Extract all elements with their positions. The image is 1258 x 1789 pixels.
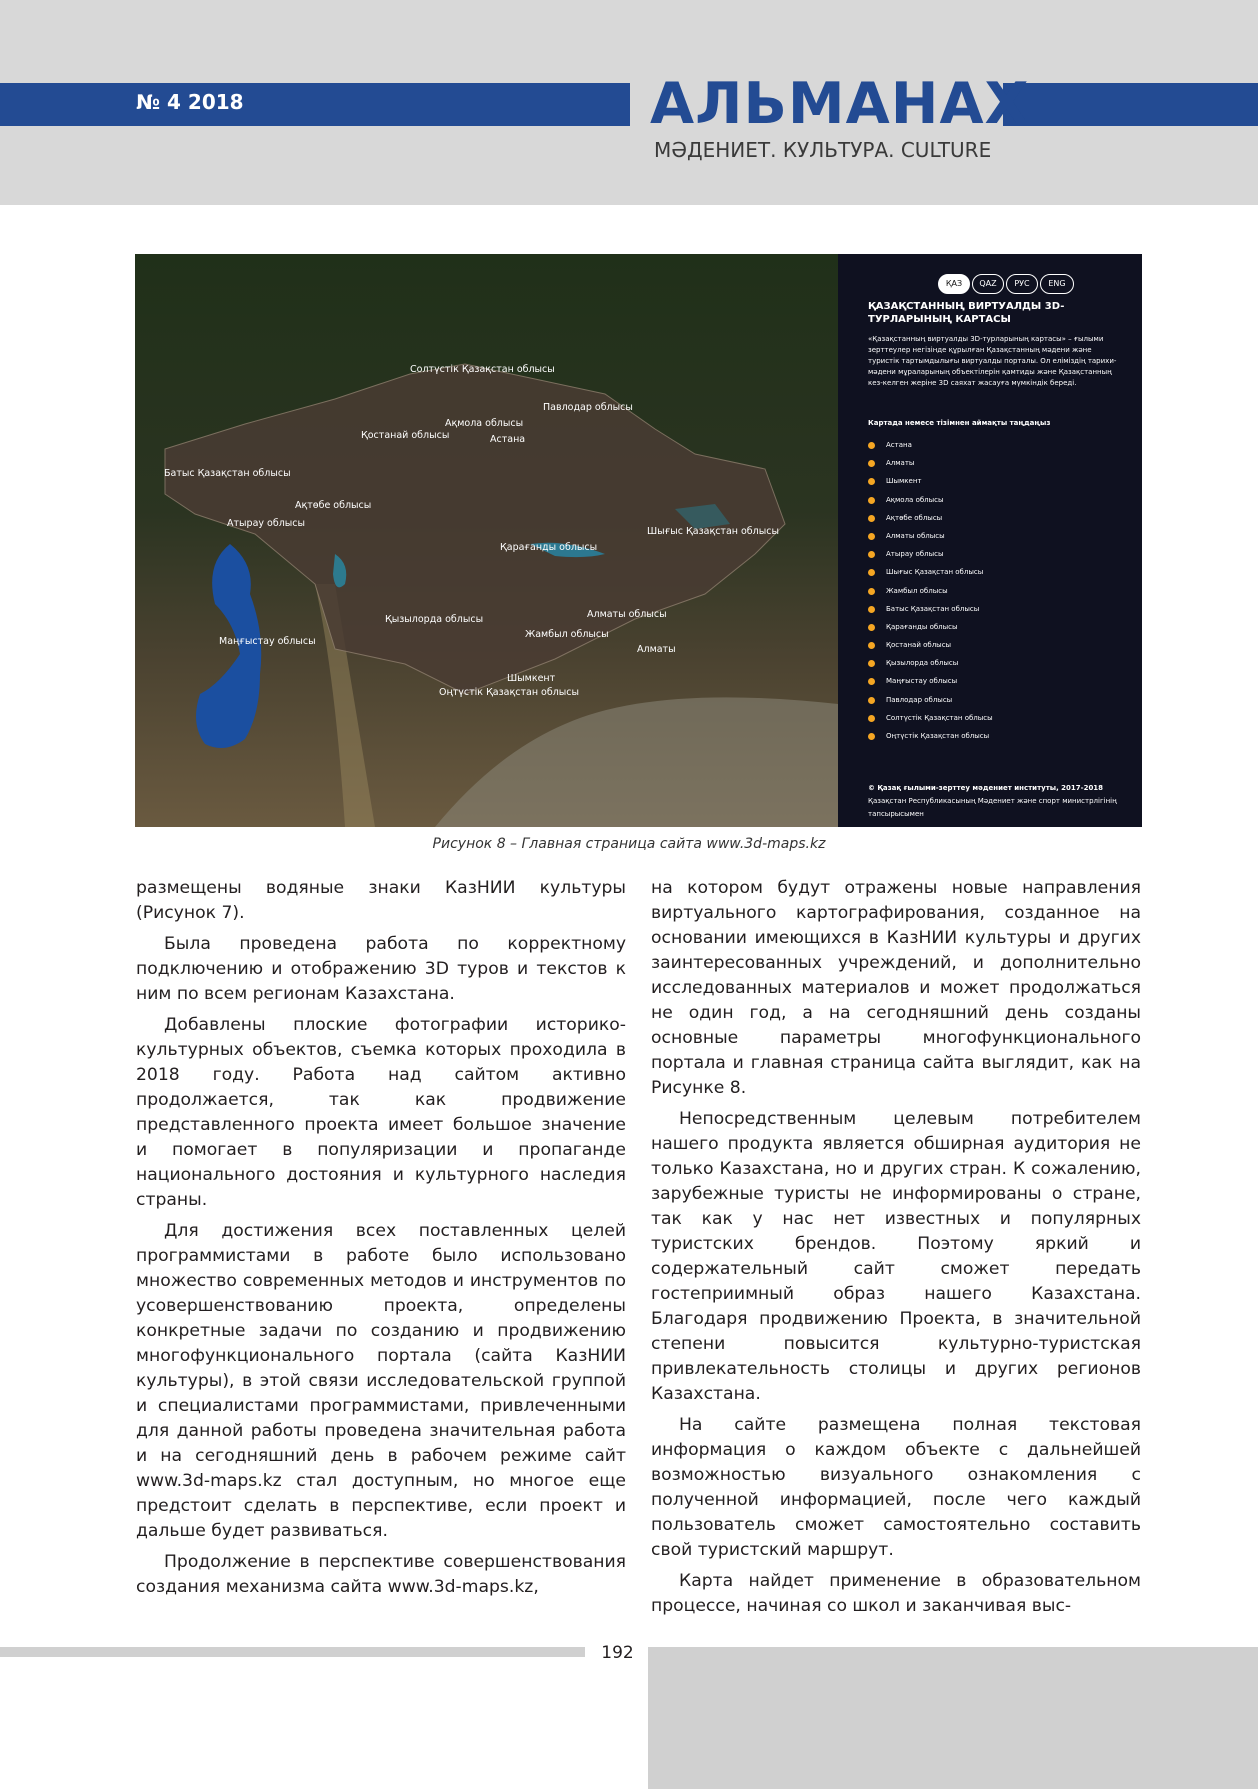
bullet-icon <box>868 715 875 722</box>
paragraph: Продолжение в перспективе совершенствования создания механизма сайта www.3d-maps.kz, <box>136 1552 626 1597</box>
panel-copyright: © Қазақ ғылыми-зерттеу мәдениет институты, 2017-2018 <box>868 784 1104 792</box>
panel-ministry: Қазақстан Республикасының Мәдениет және спорт министрлігінің тапсырысымен <box>868 797 1117 818</box>
panel-footer <box>868 782 1128 821</box>
magazine-title: АЛЬМАНАХ <box>650 71 1030 137</box>
map-label[interactable]: Алматы облысы <box>587 609 667 620</box>
region-item[interactable]: Астана <box>868 440 993 458</box>
map-label[interactable]: Қостанай облысы <box>361 430 450 441</box>
region-item[interactable]: Қызылорда облысы <box>868 658 993 676</box>
header-band-right <box>1003 83 1258 126</box>
region-item[interactable]: Батыс Қазақстан облысы <box>868 604 993 622</box>
bullet-icon <box>868 588 875 595</box>
paragraph: Карта найдет применение в образовательном процессе, начиная со школ и заканчивая выс- <box>651 1571 1141 1616</box>
region-item[interactable]: Ақмола облысы <box>868 495 993 513</box>
region-list <box>868 440 993 749</box>
bullet-icon <box>868 660 875 667</box>
bullet-icon <box>868 551 875 558</box>
map-label[interactable]: Шымкент <box>507 673 556 684</box>
kazakhstan-map <box>135 254 838 827</box>
region-item[interactable]: Атырау облысы <box>868 549 993 567</box>
bullet-icon <box>868 733 875 740</box>
page-number: 192 <box>601 1643 634 1663</box>
region-item[interactable]: Жамбыл облысы <box>868 586 993 604</box>
map-label[interactable]: Шығыс Қазақстан облысы <box>647 526 779 537</box>
region-item[interactable]: Алматы <box>868 458 993 476</box>
region-item[interactable]: Солтүстік Қазақстан облысы <box>868 713 993 731</box>
region-item[interactable]: Шымкент <box>868 476 993 494</box>
paragraph: размещены водяные знаки КазНИИ культуры (Рисунок 7). <box>136 878 626 923</box>
map-label[interactable]: Қызылорда облысы <box>385 614 484 625</box>
map-label[interactable]: Жамбыл облысы <box>525 629 609 640</box>
paragraph: на котором будут отражены новые направления виртуального картографирования, созданное на основании имеющихся в КазНИИ культуры и других заинтересованных учреждений, и дополнительно исследованных материалов и может продолжаться не один год, а на сегодняшний день созданы основные параметры многофункционального портала и главная страница сайта выглядит, как на Рисунке 8. <box>651 878 1141 1098</box>
panel-title: ҚАЗАҚСТАННЫҢ ВИРТУАЛДЫ 3D-ТУРЛАРЫНЫҢ КАРТАСЫ <box>868 301 1065 325</box>
map-label[interactable]: Қарағанды облысы <box>500 542 598 553</box>
bullet-icon <box>868 569 875 576</box>
bullet-icon <box>868 697 875 704</box>
region-item[interactable]: Алматы облысы <box>868 531 993 549</box>
map-label[interactable]: Ақмола облысы <box>445 418 524 429</box>
map-label[interactable]: Атырау облысы <box>227 518 305 529</box>
lang-button-kaz[interactable]: ҚАЗ <box>938 274 970 294</box>
bullet-icon <box>868 460 875 467</box>
magazine-subtitle: МӘДЕНИЕТ. КУЛЬТУРА. CULTURE <box>654 138 992 162</box>
lang-button-rus[interactable]: РУС <box>1006 274 1038 294</box>
figure-website-screenshot <box>135 254 1142 827</box>
region-item[interactable]: Оңтүстік Қазақстан облысы <box>868 731 993 749</box>
bullet-icon <box>868 497 875 504</box>
lang-button-eng[interactable]: ENG <box>1040 274 1074 294</box>
map-label[interactable]: Оңтүстік Қазақстан облысы <box>439 687 580 698</box>
issue-number: № 4 2018 <box>136 90 244 114</box>
paragraph: Добавлены плоские фотографии историко-культурных объектов, съемка которых проходила в 2018 году. Работа над сайтом активно продолжается, так как продвижение представленного проекта имеет большое значение и помогает в популяризации и пропаганде национального достояния и культурного наследия страны. <box>136 1015 626 1210</box>
bullet-icon <box>868 678 875 685</box>
map-label[interactable]: Маңғыстау облысы <box>219 636 316 647</box>
map-label[interactable]: Батыс Қазақстан облысы <box>164 468 291 479</box>
text-column-left <box>136 876 626 1606</box>
text-column-right <box>651 876 1141 1625</box>
region-item[interactable]: Шығыс Қазақстан облысы <box>868 567 993 585</box>
map-label[interactable]: Солтүстік Қазақстан облысы <box>410 364 555 375</box>
paragraph: На сайте размещена полная текстовая информация о каждом объекте с дальнейшей возможностью визуального ознакомления с полученной информацией, после чего каждый пользователь сможет самостоятельно составить свой туристский маршрут. <box>651 1415 1141 1560</box>
paragraph: Для достижения всех поставленных целей программистами в работе было использовано множество современных методов и инструментов по усовершенствованию проекта, определены конкретные задачи по созданию и продвижению многофункционального портала (сайта КазНИИ культуры), в этой связи исследовательской группой и специалистами программистами, привлеченными для данной работы проведена значительная работа и на сегодняшний день в рабочем режиме сайт www.3d-maps.kz стал доступным, но многое еще предстоит сделать в перспективе, если проект и дальше будет развиваться. <box>136 1221 626 1541</box>
footer-bar-left <box>0 1647 585 1657</box>
region-item[interactable]: Маңғыстау облысы <box>868 676 993 694</box>
map-label[interactable]: Павлодар облысы <box>543 402 633 413</box>
footer-block-right <box>648 1647 1258 1789</box>
bullet-icon <box>868 533 875 540</box>
bullet-icon <box>868 515 875 522</box>
map-label[interactable]: Астана <box>490 434 526 445</box>
panel-choose-label: Картада немесе тізімнен аймақты таңдаңыз <box>868 419 1051 427</box>
bullet-icon <box>868 642 875 649</box>
region-item[interactable]: Ақтөбе облысы <box>868 513 993 531</box>
region-item[interactable]: Павлодар облысы <box>868 695 993 713</box>
region-item[interactable]: Қостанай облысы <box>868 640 993 658</box>
lang-button-qaz[interactable]: QAZ <box>972 274 1004 294</box>
map-label[interactable]: Алматы <box>637 644 676 655</box>
paragraph: Была проведена работа по корректному подключению и отображению 3D туров и текстов к ним по всем регионам Казахстана. <box>136 934 626 1004</box>
panel-description: «Қазақстанның виртуалды 3D-турларының картасы» – ғылыми зерттеулер негізінде құрылған Қазақстанның мәдени және туристік тартымдылығы виртуалды порталы. Ол еліміздің тарихи-мәдени мұраларының объектілерін қамтиды және Қазақстанның кез-келген жеріне 3D саяхат жасауға мүмкіндік береді. <box>868 335 1117 387</box>
site-sidebar-panel <box>838 254 1142 827</box>
bullet-icon <box>868 606 875 613</box>
bullet-icon <box>868 624 875 631</box>
bullet-icon <box>868 478 875 485</box>
bullet-icon <box>868 442 875 449</box>
map-label[interactable]: Ақтөбе облысы <box>295 500 372 511</box>
paragraph: Непосредственным целевым потребителем нашего продукта является обширная аудитория не только Казахстана, но и других стран. К сожалению, зарубежные туристы не информированы о стране, так как у нас нет известных и популярных туристских брендов. Поэтому яркий и содержательный сайт сможет передать гостеприимный образ нашего Казахстана. Благодаря продвижению Проекта, в значительной степени повысится культурно-туристская привлекательность столицы и других регионов Казахстана. <box>651 1109 1141 1404</box>
figure-caption: Рисунок 8 – Главная страница сайта www.3d-maps.kz <box>432 836 826 852</box>
region-item[interactable]: Қарағанды облысы <box>868 622 993 640</box>
header-band-left <box>0 83 630 126</box>
